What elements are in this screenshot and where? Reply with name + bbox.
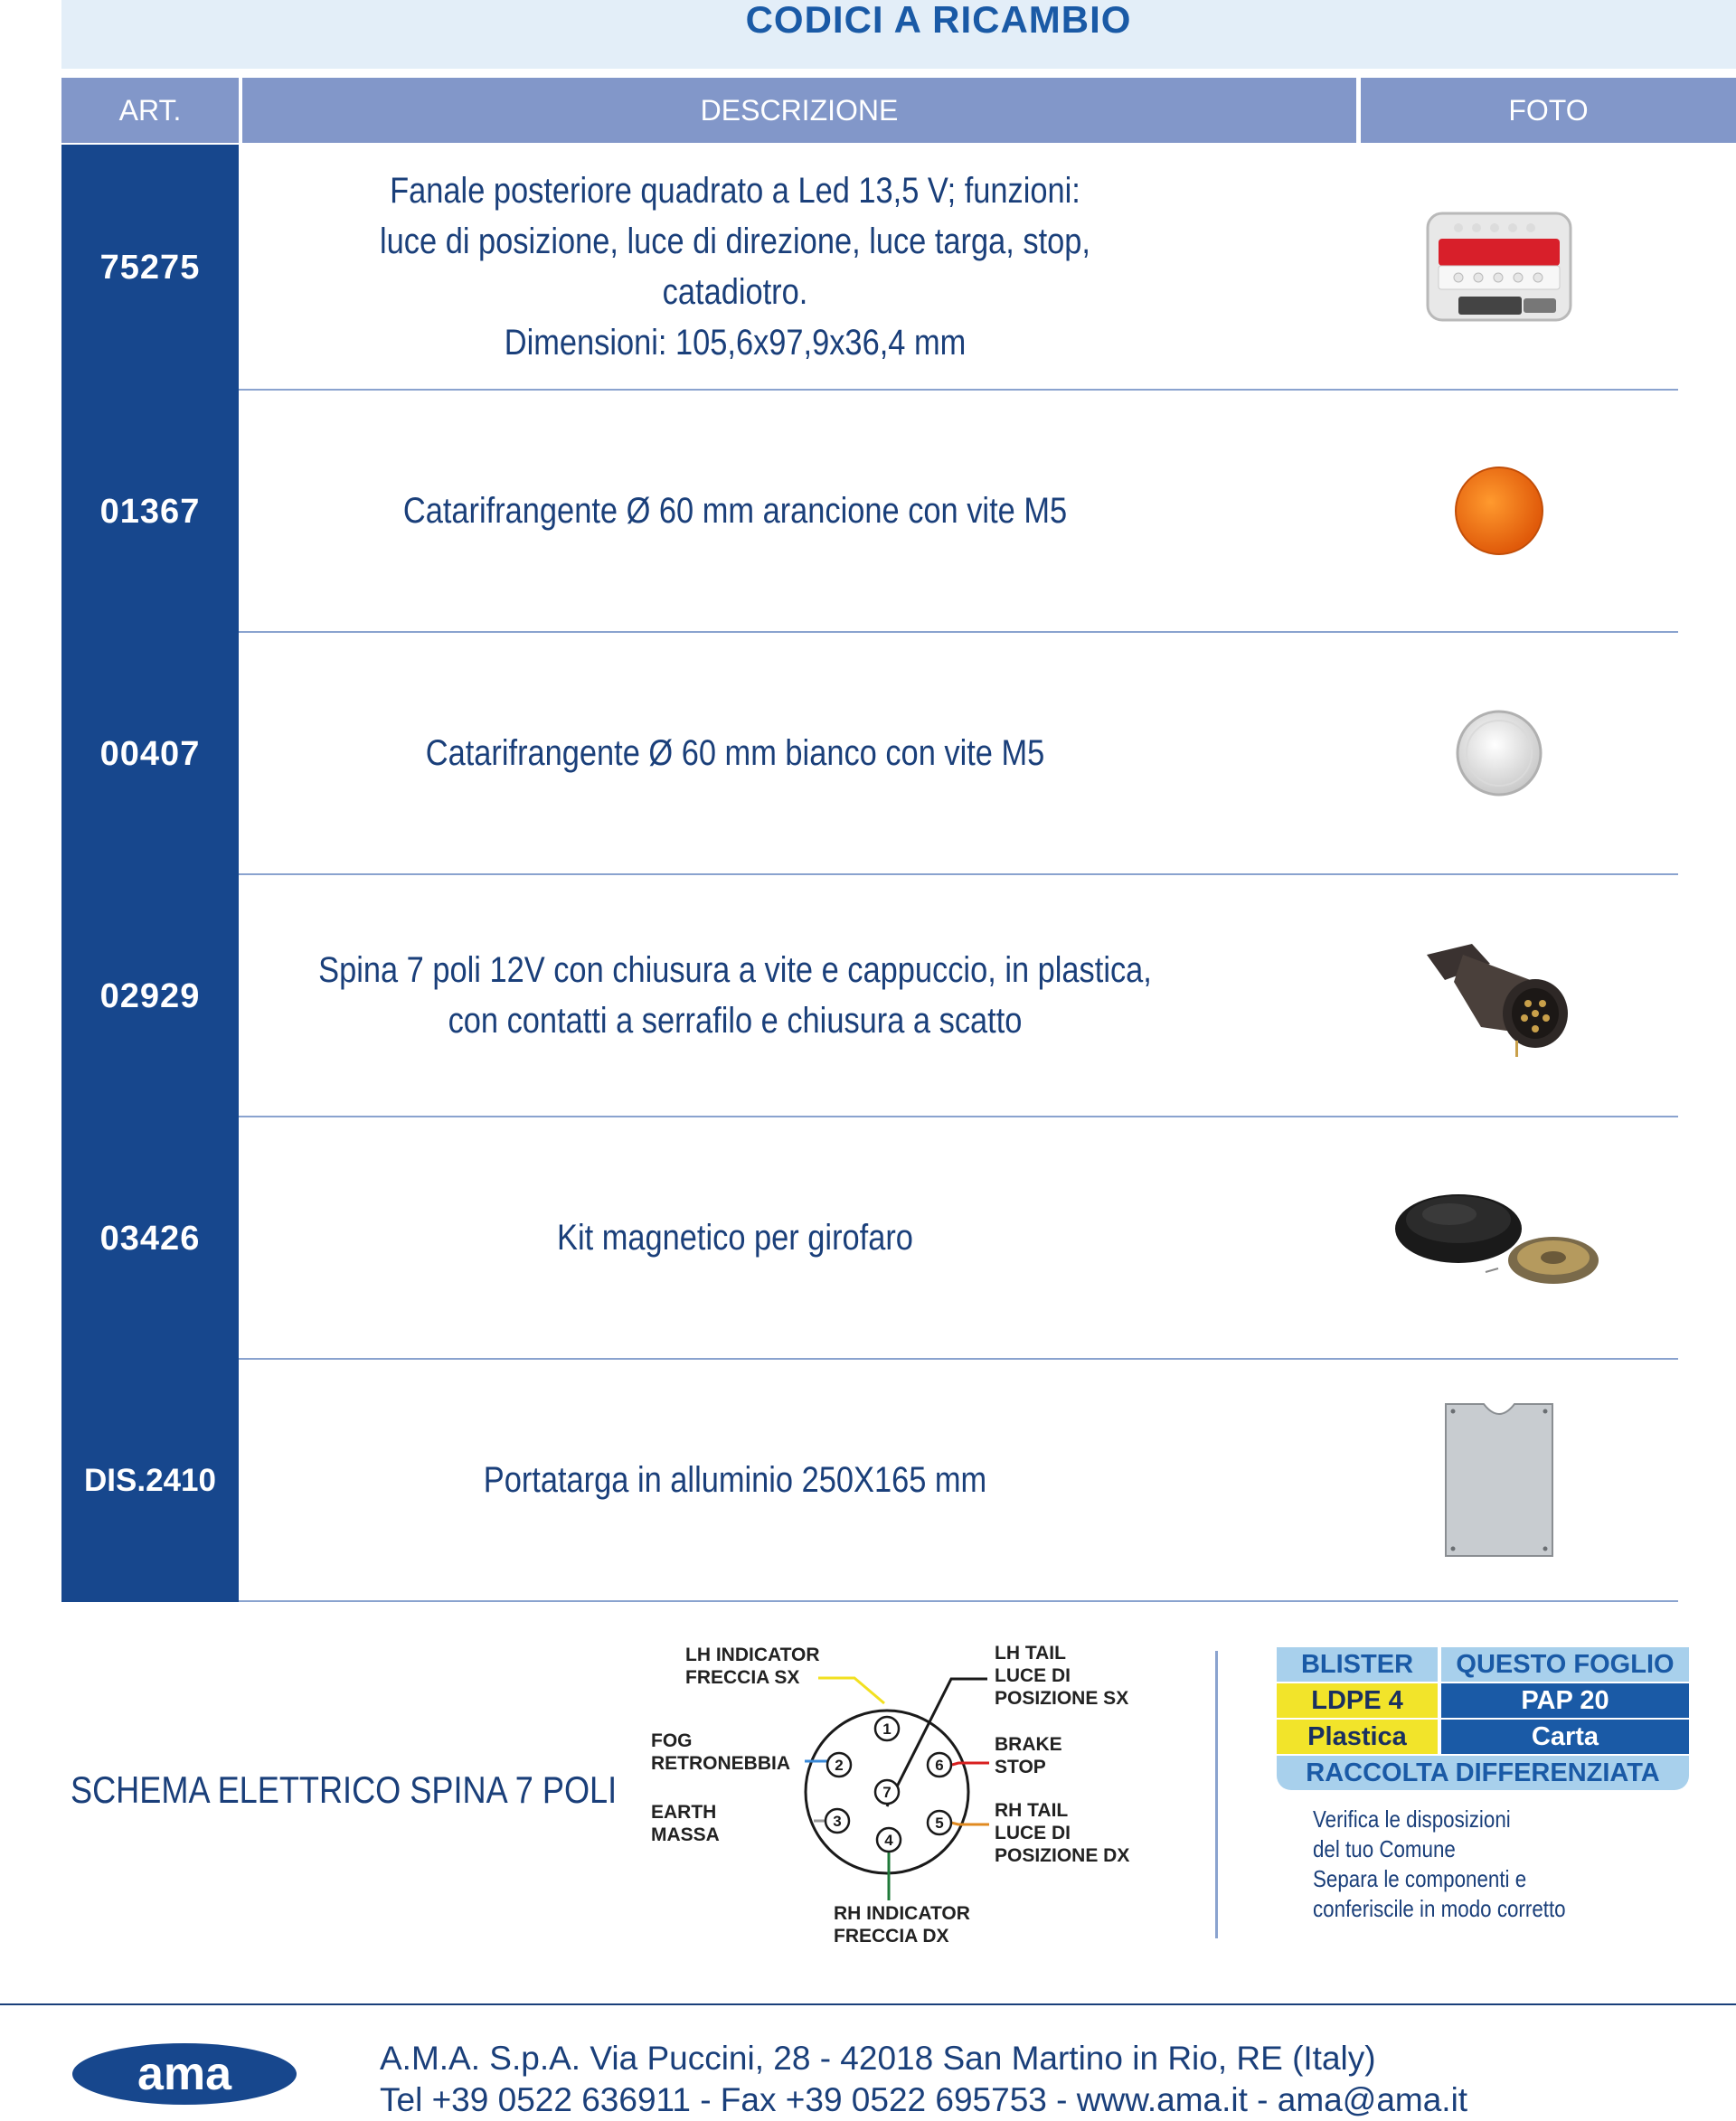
- label-lh-tail: [995, 1642, 1128, 1710]
- recycle-sheet-header: QUESTO FOGLIO: [1441, 1647, 1689, 1682]
- tail-light-icon: [1422, 208, 1576, 325]
- description: [311, 1360, 1158, 1600]
- label-rh-indicator: [834, 1902, 970, 1947]
- plug-wiring-diagram: [633, 1627, 1175, 1953]
- label-line: BRAKE: [995, 1734, 1062, 1755]
- article-code: 03426: [61, 1117, 239, 1360]
- label-line: RH INDICATOR: [834, 1903, 970, 1924]
- pin-4-label: 4: [884, 1832, 893, 1849]
- description-line: Dimensioni: 105,6x97,9x36,4 mm: [504, 323, 967, 363]
- company-logo: [69, 2040, 300, 2113]
- company-contacts: Tel +39 0522 636911 - Fax +39 0522 695753 - www.ama.it - ama@ama.it: [380, 2081, 1468, 2118]
- header-art: ART.: [61, 78, 239, 143]
- label-line: FRECCIA SX: [685, 1667, 800, 1688]
- description: [311, 145, 1158, 389]
- article-code: 75275: [61, 145, 239, 391]
- label-earth: [651, 1801, 720, 1846]
- footer-divider: [0, 2003, 1736, 2005]
- description-line: Catarifrangente Ø 60 mm arancione con vite M5: [402, 491, 1068, 531]
- product-photo: [1327, 145, 1671, 389]
- company-info: [380, 2038, 1467, 2121]
- description-line: con contatti a serrafilo e chiusura a scatto: [448, 1001, 1023, 1041]
- recycle-note: [1313, 1805, 1566, 1924]
- note-line: conferiscile in modo corretto: [1313, 1895, 1566, 1922]
- product-photo: [1327, 633, 1671, 873]
- article-code: 02929: [61, 875, 239, 1117]
- note-line: del tuo Comune: [1313, 1835, 1456, 1862]
- description-line: Kit magnetico per girofaro: [557, 1218, 913, 1258]
- article-code: 00407: [61, 633, 239, 875]
- recycle-blister-header: BLISTER: [1277, 1647, 1438, 1682]
- article-code: 01367: [61, 391, 239, 633]
- orange-reflector-icon: [1449, 461, 1549, 561]
- plug-icon: [1409, 928, 1590, 1063]
- spare-parts-table: [61, 145, 1678, 1602]
- recycle-sheet-code: PAP 20: [1441, 1683, 1689, 1718]
- description-line: Catarifrangente Ø 60 mm bianco con vite M5: [425, 733, 1045, 773]
- label-line: FOG: [651, 1730, 693, 1751]
- description-line: Spina 7 poli 12V con chiusura a vite e cappuccio, in plastica,: [318, 950, 1152, 990]
- label-line: LUCE DI: [995, 1665, 1071, 1686]
- pin-7-label: 7: [882, 1784, 892, 1801]
- recycle-blister-material: Plastica: [1277, 1720, 1438, 1754]
- description: [311, 1117, 1158, 1358]
- pin-5-label: 5: [935, 1815, 944, 1832]
- label-line: LH INDICATOR: [685, 1645, 820, 1665]
- description: [311, 875, 1158, 1116]
- table-row: [61, 391, 1678, 633]
- company-address: A.M.A. S.p.A. Via Puccini, 28 - 42018 San Martino in Rio, RE (Italy): [380, 2040, 1376, 2077]
- section-divider: [1215, 1651, 1218, 1938]
- description-line: Fanale posteriore quadrato a Led 13,5 V; funzioni:: [390, 171, 1080, 211]
- product-photo: [1327, 875, 1671, 1116]
- label-rh-tail: [995, 1799, 1129, 1867]
- label-fog: [651, 1730, 790, 1775]
- header-description: DESCRIZIONE: [242, 78, 1356, 143]
- pin-2-label: 2: [835, 1757, 844, 1774]
- schema-title: SCHEMA ELETTRICO SPINA 7 POLI: [71, 1768, 618, 1811]
- label-line: RH TAIL: [995, 1800, 1069, 1821]
- product-photo: [1327, 1117, 1671, 1358]
- table-row: [61, 1117, 1678, 1360]
- pin-1-label: 1: [882, 1720, 892, 1738]
- white-reflector-icon: [1452, 706, 1546, 800]
- label-line: LUCE DI: [995, 1823, 1071, 1843]
- label-line: POSIZIONE SX: [995, 1688, 1129, 1709]
- recycle-footer: RACCOLTA DIFFERENZIATA: [1277, 1756, 1689, 1790]
- description: [311, 633, 1158, 873]
- header-photo: FOTO: [1361, 78, 1736, 143]
- logo-text: ama: [137, 2048, 232, 2100]
- label-line: STOP: [995, 1757, 1046, 1777]
- label-line: LH TAIL: [995, 1643, 1066, 1664]
- page-title: CODICI A RICAMBIO: [745, 0, 1132, 41]
- table-row: [61, 1360, 1678, 1602]
- product-photo: [1327, 1360, 1671, 1600]
- recycling-table: [1277, 1647, 1689, 1792]
- plate-holder-icon: [1440, 1399, 1558, 1561]
- label-brake: [995, 1733, 1062, 1778]
- pin-3-label: 3: [833, 1813, 842, 1830]
- label-lh-indicator: [685, 1644, 820, 1689]
- description-line: Portatarga in alluminio 250X165 mm: [483, 1460, 987, 1500]
- label-line: MASSA: [651, 1824, 720, 1845]
- label-line: RETRONEBBIA: [651, 1753, 791, 1774]
- product-photo: [1327, 391, 1671, 631]
- label-line: FRECCIA DX: [834, 1926, 949, 1947]
- recycle-blister-code: LDPE 4: [1277, 1683, 1438, 1718]
- note-line: Verifica le disposizioni: [1313, 1805, 1511, 1833]
- description: [311, 391, 1158, 631]
- table-row: [61, 145, 1678, 391]
- table-row: [61, 633, 1678, 875]
- magnetic-kit-icon: [1386, 1174, 1612, 1301]
- title-band: [61, 0, 1736, 69]
- pin-6-label: 6: [935, 1757, 944, 1774]
- table-row: [61, 875, 1678, 1117]
- article-code: DIS.2410: [61, 1360, 239, 1602]
- note-line: Separa le componenti e: [1313, 1865, 1527, 1892]
- label-line: EARTH: [651, 1802, 717, 1823]
- recycle-sheet-material: Carta: [1441, 1720, 1689, 1754]
- label-line: POSIZIONE DX: [995, 1845, 1130, 1866]
- description-line: luce di posizione, luce di direzione, luce targa, stop, catadiotro.: [380, 222, 1090, 312]
